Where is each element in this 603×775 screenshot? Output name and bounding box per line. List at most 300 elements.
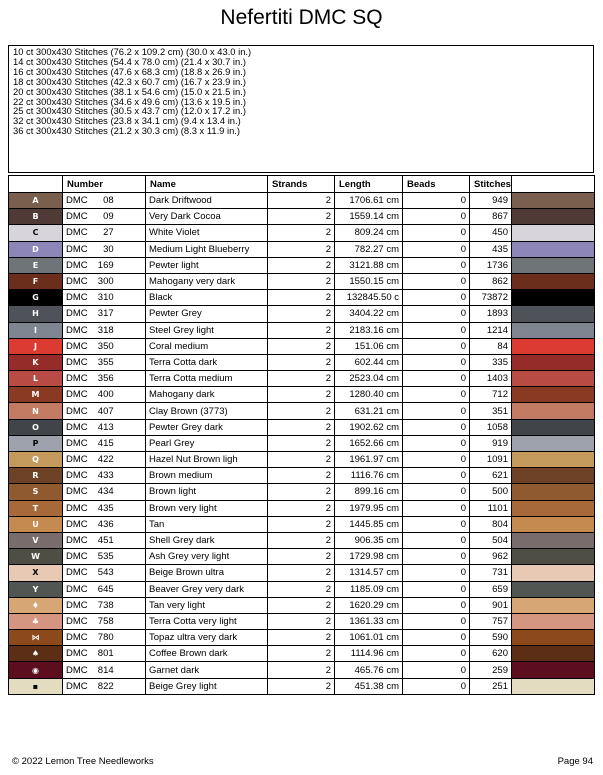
color-swatch	[512, 209, 595, 225]
table-row	[9, 516, 595, 532]
floss-name-cell: Tan	[146, 516, 268, 532]
table-row	[9, 468, 595, 484]
floss-name-cell: Brown medium	[146, 468, 268, 484]
floss-name-cell: Beige Brown ultra	[146, 565, 268, 581]
stitches-cell: 1214	[470, 322, 512, 338]
floss-name-cell: Pearl Grey	[146, 435, 268, 451]
header-name: Name	[146, 176, 268, 193]
table-row	[9, 662, 595, 678]
brand-label: DMC	[66, 454, 88, 466]
floss-name-cell: Brown light	[146, 484, 268, 500]
symbol-cell: S	[9, 484, 63, 500]
brand-label: DMC	[66, 308, 88, 320]
color-swatch	[512, 354, 595, 370]
length-cell: 1116.76 cm	[335, 468, 403, 484]
floss-name-cell: Pewter Grey dark	[146, 419, 268, 435]
color-swatch	[512, 241, 595, 257]
color-swatch	[512, 662, 595, 678]
header-number: Number	[63, 176, 146, 193]
stitches-cell: 621	[470, 468, 512, 484]
strands-cell: 2	[268, 549, 335, 565]
beads-cell: 0	[403, 419, 470, 435]
color-swatch	[512, 678, 595, 694]
stitches-cell: 504	[470, 532, 512, 548]
table-row	[9, 613, 595, 629]
stitches-cell: 962	[470, 549, 512, 565]
floss-number-cell	[63, 532, 146, 548]
stitches-cell: 84	[470, 338, 512, 354]
stitches-cell: 590	[470, 630, 512, 646]
floss-name-cell: Terra Cotta very light	[146, 613, 268, 629]
color-number: 356	[97, 373, 114, 385]
table-row	[9, 322, 595, 338]
table-row	[9, 484, 595, 500]
stitches-cell: 73872	[470, 290, 512, 306]
fabric-size-line: 25 ct 300x430 Stitches (30.5 x 43.7 cm) (12.0 x 17.2 in.)	[13, 105, 246, 117]
color-number: 543	[97, 567, 114, 579]
color-number: 738	[97, 599, 114, 611]
symbol-cell: O	[9, 419, 63, 435]
symbol-cell: B	[9, 209, 63, 225]
beads-cell: 0	[403, 435, 470, 451]
floss-number-cell	[63, 581, 146, 597]
strands-cell: 2	[268, 273, 335, 289]
length-cell: 1979.95 cm	[335, 500, 403, 516]
floss-number-cell	[63, 516, 146, 532]
length-cell: 1114.96 cm	[335, 646, 403, 662]
table-row	[9, 273, 595, 289]
stitches-cell: 259	[470, 662, 512, 678]
color-swatch	[512, 532, 595, 548]
length-cell: 1620.29 cm	[335, 597, 403, 613]
color-number: 645	[97, 583, 114, 595]
floss-number-cell	[63, 209, 146, 225]
strands-cell: 2	[268, 678, 335, 694]
beads-cell: 0	[403, 354, 470, 370]
table-row	[9, 597, 595, 613]
brand-label: DMC	[66, 486, 88, 498]
length-cell: 132845.50 c	[335, 290, 403, 306]
symbol-cell: M	[9, 387, 63, 403]
floss-name-cell: Beaver Grey very dark	[146, 581, 268, 597]
stitches-cell: 804	[470, 516, 512, 532]
beads-cell: 0	[403, 662, 470, 678]
strands-cell: 2	[268, 452, 335, 468]
beads-cell: 0	[403, 273, 470, 289]
floss-name-cell: Black	[146, 290, 268, 306]
length-cell: 465.76 cm	[335, 662, 403, 678]
color-number: 451	[97, 535, 114, 547]
stitches-cell: 731	[470, 565, 512, 581]
length-cell: 1280.40 cm	[335, 387, 403, 403]
fabric-size-line: 32 ct 300x430 Stitches (23.8 x 34.1 cm) (9.4 x 13.4 in.)	[13, 115, 241, 127]
beads-cell: 0	[403, 484, 470, 500]
strands-cell: 2	[268, 597, 335, 613]
table-row	[9, 371, 595, 387]
color-number: 422	[97, 454, 114, 466]
stitches-cell: 949	[470, 193, 512, 209]
floss-number-cell	[63, 484, 146, 500]
beads-cell: 0	[403, 403, 470, 419]
brand-label: DMC	[66, 599, 88, 611]
brand-label: DMC	[66, 292, 88, 304]
symbol-cell: R	[9, 468, 63, 484]
brand-label: DMC	[66, 259, 88, 271]
stitches-cell: 1091	[470, 452, 512, 468]
stitches-cell: 450	[470, 225, 512, 241]
brand-label: DMC	[66, 615, 88, 627]
color-number: 317	[97, 308, 114, 320]
color-number: 300	[97, 276, 114, 288]
brand-label: DMC	[66, 551, 88, 563]
beads-cell: 0	[403, 516, 470, 532]
color-swatch	[512, 322, 595, 338]
symbol-cell: X	[9, 565, 63, 581]
symbol-cell: ♣	[9, 613, 63, 629]
color-number: 08	[103, 195, 114, 207]
beads-cell: 0	[403, 306, 470, 322]
floss-name-cell: White Violet	[146, 225, 268, 241]
table-header-row	[9, 176, 595, 193]
color-swatch	[512, 549, 595, 565]
table-row	[9, 532, 595, 548]
floss-number-cell	[63, 322, 146, 338]
stitches-cell: 1403	[470, 371, 512, 387]
strands-cell: 2	[268, 435, 335, 451]
header-stitches: Stitches	[470, 176, 512, 193]
beads-cell: 0	[403, 646, 470, 662]
stitches-cell: 659	[470, 581, 512, 597]
table-row	[9, 403, 595, 419]
color-swatch	[512, 371, 595, 387]
length-cell: 3121.88 cm	[335, 257, 403, 273]
length-cell: 1314.57 cm	[335, 565, 403, 581]
color-number: 350	[97, 340, 114, 352]
color-swatch	[512, 468, 595, 484]
length-cell: 899.16 cm	[335, 484, 403, 500]
table-row	[9, 678, 595, 694]
color-number: 535	[97, 551, 114, 563]
length-cell: 1729.98 cm	[335, 549, 403, 565]
color-number: 433	[97, 470, 114, 482]
symbol-cell: E	[9, 257, 63, 273]
brand-label: DMC	[66, 680, 88, 692]
length-cell: 906.35 cm	[335, 532, 403, 548]
floss-number-cell	[63, 306, 146, 322]
length-cell: 602.44 cm	[335, 354, 403, 370]
symbol-cell: L	[9, 371, 63, 387]
brand-label: DMC	[66, 502, 88, 514]
symbol-cell: K	[9, 354, 63, 370]
color-swatch	[512, 613, 595, 629]
color-number: 310	[97, 292, 114, 304]
footer-copyright: © 2022 Lemon Tree Needleworks	[12, 756, 154, 767]
color-number: 822	[97, 680, 114, 692]
color-swatch	[512, 630, 595, 646]
length-cell: 1061.01 cm	[335, 630, 403, 646]
symbol-cell: H	[9, 306, 63, 322]
brand-label: DMC	[66, 324, 88, 336]
floss-name-cell: Pewter Grey	[146, 306, 268, 322]
color-swatch	[512, 419, 595, 435]
color-swatch	[512, 597, 595, 613]
stitches-cell: 757	[470, 613, 512, 629]
color-swatch	[512, 225, 595, 241]
fabric-size-line: 18 ct 300x430 Stitches (42.3 x 60.7 cm) (16.7 x 23.9 in.)	[13, 75, 246, 87]
fabric-size-line: 16 ct 300x430 Stitches (47.6 x 68.3 cm) (18.8 x 26.9 in.)	[13, 65, 246, 77]
color-swatch	[512, 257, 595, 273]
color-number: 758	[97, 615, 114, 627]
color-swatch	[512, 500, 595, 516]
floss-name-cell: Pewter light	[146, 257, 268, 273]
floss-number-cell	[63, 549, 146, 565]
floss-name-cell: Steel Grey light	[146, 322, 268, 338]
fabric-size-line: 22 ct 300x430 Stitches (34.6 x 49.6 cm) (13.6 x 19.5 in.)	[13, 95, 246, 107]
table-row	[9, 338, 595, 354]
color-number: 318	[97, 324, 114, 336]
table-row	[9, 193, 595, 209]
table-row	[9, 209, 595, 225]
length-cell: 2183.16 cm	[335, 322, 403, 338]
stitches-cell: 251	[470, 678, 512, 694]
color-swatch	[512, 193, 595, 209]
stitches-cell: 1736	[470, 257, 512, 273]
symbol-cell: I	[9, 322, 63, 338]
table-row	[9, 549, 595, 565]
color-number: 436	[97, 518, 114, 530]
symbol-cell: F	[9, 273, 63, 289]
table-row	[9, 257, 595, 273]
strands-cell: 2	[268, 646, 335, 662]
floss-number-cell	[63, 193, 146, 209]
color-swatch	[512, 403, 595, 419]
table-row	[9, 565, 595, 581]
strands-cell: 2	[268, 581, 335, 597]
beads-cell: 0	[403, 597, 470, 613]
fabric-size-line: 36 ct 300x430 Stitches (21.2 x 30.3 cm) (8.3 x 11.9 in.)	[13, 125, 241, 137]
symbol-cell: ♦	[9, 597, 63, 613]
stitches-cell: 919	[470, 435, 512, 451]
color-swatch	[512, 646, 595, 662]
floss-name-cell: Mahogany dark	[146, 387, 268, 403]
floss-number-cell	[63, 403, 146, 419]
brand-label: DMC	[66, 632, 88, 644]
fabric-size-line: 10 ct 300x430 Stitches (76.2 x 109.2 cm) (30.0 x 43.0 in.)	[13, 46, 252, 57]
brand-label: DMC	[66, 518, 88, 530]
floss-name-cell: Terra Cotta dark	[146, 354, 268, 370]
floss-number-cell	[63, 452, 146, 468]
beads-cell: 0	[403, 613, 470, 629]
symbol-cell: W	[9, 549, 63, 565]
brand-label: DMC	[66, 583, 88, 595]
floss-number-cell	[63, 354, 146, 370]
symbol-cell: T	[9, 500, 63, 516]
symbol-cell: C	[9, 225, 63, 241]
brand-label: DMC	[66, 421, 88, 433]
floss-number-cell	[63, 371, 146, 387]
beads-cell: 0	[403, 225, 470, 241]
floss-number-cell	[63, 646, 146, 662]
stitches-cell: 1058	[470, 419, 512, 435]
brand-label: DMC	[66, 405, 88, 417]
color-number: 400	[97, 389, 114, 401]
length-cell: 1652.66 cm	[335, 435, 403, 451]
beads-cell: 0	[403, 500, 470, 516]
table-row	[9, 290, 595, 306]
brand-label: DMC	[66, 664, 88, 676]
page-title: Nefertiti DMC SQ	[220, 6, 383, 29]
floss-number-cell	[63, 597, 146, 613]
strands-cell: 2	[268, 306, 335, 322]
header-beads: Beads	[403, 176, 470, 193]
length-cell: 3404.22 cm	[335, 306, 403, 322]
strands-cell: 2	[268, 630, 335, 646]
table-row	[9, 419, 595, 435]
strands-cell: 2	[268, 354, 335, 370]
color-number: 30	[103, 243, 114, 255]
color-number: 435	[97, 502, 114, 514]
color-swatch	[512, 452, 595, 468]
floss-name-cell: Coffee Brown dark	[146, 646, 268, 662]
floss-number-cell	[63, 338, 146, 354]
header-strands: Strands	[268, 176, 335, 193]
length-cell: 1185.09 cm	[335, 581, 403, 597]
floss-name-cell: Dark Driftwood	[146, 193, 268, 209]
brand-label: DMC	[66, 470, 88, 482]
beads-cell: 0	[403, 452, 470, 468]
beads-cell: 0	[403, 630, 470, 646]
floss-number-cell	[63, 500, 146, 516]
color-swatch	[512, 306, 595, 322]
table-row	[9, 435, 595, 451]
floss-name-cell: Medium Light Blueberry	[146, 241, 268, 257]
length-cell: 1559.14 cm	[335, 209, 403, 225]
symbol-cell: ▪	[9, 678, 63, 694]
strands-cell: 2	[268, 338, 335, 354]
symbol-cell: V	[9, 532, 63, 548]
length-cell: 451.38 cm	[335, 678, 403, 694]
brand-label: DMC	[66, 535, 88, 547]
floss-number-cell	[63, 419, 146, 435]
floss-number-cell	[63, 678, 146, 694]
color-swatch	[512, 565, 595, 581]
strands-cell: 2	[268, 387, 335, 403]
floss-number-cell	[63, 565, 146, 581]
beads-cell: 0	[403, 338, 470, 354]
header-symbol	[9, 176, 63, 193]
stitches-cell: 351	[470, 403, 512, 419]
symbol-cell: ◉	[9, 662, 63, 678]
table-row	[9, 225, 595, 241]
brand-label: DMC	[66, 373, 88, 385]
table-row	[9, 452, 595, 468]
color-swatch	[512, 516, 595, 532]
strands-cell: 2	[268, 193, 335, 209]
stitches-cell: 335	[470, 354, 512, 370]
beads-cell: 0	[403, 532, 470, 548]
floss-number-cell	[63, 257, 146, 273]
floss-name-cell: Beige Grey light	[146, 678, 268, 694]
strands-cell: 2	[268, 484, 335, 500]
strands-cell: 2	[268, 241, 335, 257]
beads-cell: 0	[403, 241, 470, 257]
color-number: 407	[97, 405, 114, 417]
strands-cell: 2	[268, 257, 335, 273]
length-cell: 1361.33 cm	[335, 613, 403, 629]
strands-cell: 2	[268, 225, 335, 241]
beads-cell: 0	[403, 209, 470, 225]
floss-number-cell	[63, 225, 146, 241]
length-cell: 1445.85 cm	[335, 516, 403, 532]
brand-label: DMC	[66, 437, 88, 449]
strands-cell: 2	[268, 371, 335, 387]
stitches-cell: 712	[470, 387, 512, 403]
symbol-cell: A	[9, 193, 63, 209]
color-number: 415	[97, 437, 114, 449]
length-cell: 631.21 cm	[335, 403, 403, 419]
color-swatch	[512, 387, 595, 403]
symbol-cell: P	[9, 435, 63, 451]
brand-label: DMC	[66, 356, 88, 368]
footer-page-number: Page 94	[557, 756, 593, 767]
color-number: 27	[103, 227, 114, 239]
symbol-cell: N	[9, 403, 63, 419]
symbol-cell: ♠	[9, 646, 63, 662]
floss-number-cell	[63, 273, 146, 289]
table-row	[9, 646, 595, 662]
brand-label: DMC	[66, 648, 88, 660]
color-swatch	[512, 435, 595, 451]
floss-number-cell	[63, 387, 146, 403]
fabric-size-line: 20 ct 300x430 Stitches (38.1 x 54.6 cm) (15.0 x 21.5 in.)	[13, 85, 246, 97]
color-number: 801	[97, 648, 114, 660]
symbol-cell: G	[9, 290, 63, 306]
floss-table	[8, 175, 595, 695]
header-length: Length	[335, 176, 403, 193]
beads-cell: 0	[403, 322, 470, 338]
table-row	[9, 387, 595, 403]
brand-label: DMC	[66, 567, 88, 579]
floss-number-cell	[63, 662, 146, 678]
color-number: 434	[97, 486, 114, 498]
symbol-cell: Q	[9, 452, 63, 468]
table-row	[9, 581, 595, 597]
table-row	[9, 241, 595, 257]
brand-label: DMC	[66, 227, 88, 239]
floss-name-cell: Garnet dark	[146, 662, 268, 678]
floss-number-cell	[63, 468, 146, 484]
table-row	[9, 306, 595, 322]
floss-number-cell	[63, 241, 146, 257]
strands-cell: 2	[268, 322, 335, 338]
strands-cell: 2	[268, 613, 335, 629]
strands-cell: 2	[268, 468, 335, 484]
floss-name-cell: Mahogany very dark	[146, 273, 268, 289]
brand-label: DMC	[66, 211, 88, 223]
floss-name-cell: Topaz ultra very dark	[146, 630, 268, 646]
floss-name-cell: Tan very light	[146, 597, 268, 613]
length-cell: 1902.62 cm	[335, 419, 403, 435]
floss-number-cell	[63, 613, 146, 629]
floss-name-cell: Brown very light	[146, 500, 268, 516]
strands-cell: 2	[268, 403, 335, 419]
strands-cell: 2	[268, 209, 335, 225]
symbol-cell: U	[9, 516, 63, 532]
stitches-cell: 620	[470, 646, 512, 662]
beads-cell: 0	[403, 565, 470, 581]
length-cell: 782.27 cm	[335, 241, 403, 257]
strands-cell: 2	[268, 662, 335, 678]
